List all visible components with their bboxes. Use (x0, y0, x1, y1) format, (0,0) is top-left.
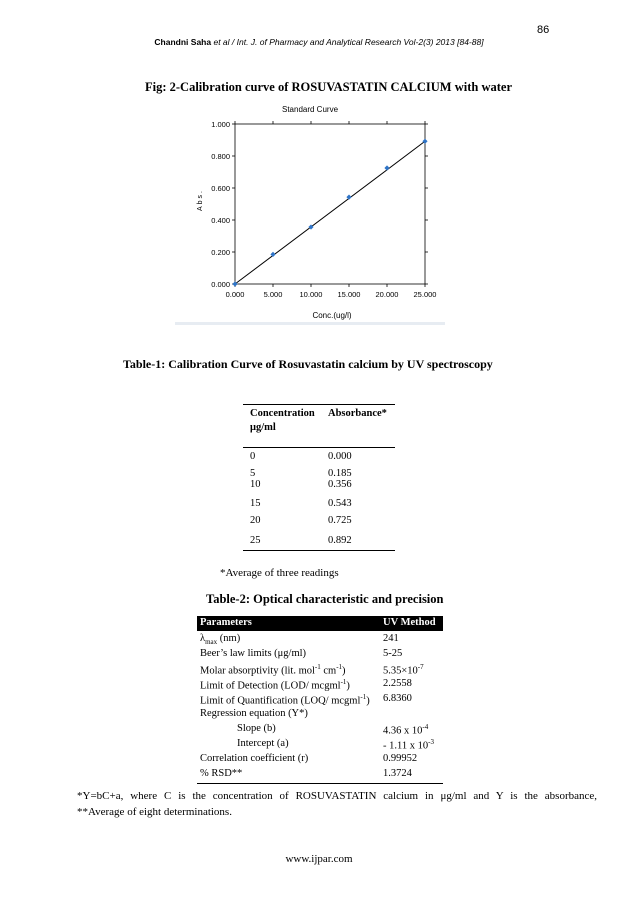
table2-value (383, 738, 434, 752)
lambda-subscript: max (205, 638, 218, 647)
table2-value (383, 663, 424, 677)
table2-param (200, 663, 346, 677)
param-sup: -1 (314, 663, 321, 671)
chart-title: Standard Curve (281, 105, 339, 114)
x-tick-label: 0.000 (225, 290, 245, 299)
table1-cell: 0.725 (328, 515, 352, 526)
value-text: - 1.11 x 10 (383, 740, 429, 752)
table2-param: % RSD** (200, 768, 243, 779)
table2-value: 1.3724 (383, 768, 412, 779)
regression-footnote: *Y=bC+a, where C is the concentration of ROSUVASTATIN calcium in μg/ml and Y is the absorbance, (77, 790, 597, 802)
table2-header-uv-method: UV Method (383, 617, 436, 628)
table2-param (200, 633, 240, 646)
value-sup: -3 (428, 738, 434, 746)
x-tick-label: 25.000 (413, 290, 437, 299)
table2-value: 2.2558 (383, 678, 412, 689)
param-sup: -1 (336, 663, 343, 671)
table-row (197, 632, 443, 647)
table2-value: 6.8360 (383, 693, 412, 704)
figure-caption: Fig: 2-Calibration curve of ROSUVASTATIN CALCIUM with water (145, 80, 512, 94)
table1-cell: 25 (250, 535, 261, 546)
table1-header-unit: μg/ml (250, 422, 276, 433)
param-sup: -1 (340, 678, 347, 686)
table1-cell: 15 (250, 498, 261, 509)
value-sup: -4 (422, 723, 429, 731)
table1-cell: 0 (250, 451, 256, 462)
table1-header-absorbance: Absorbance* (328, 408, 387, 419)
table2-header-parameters: Parameters (200, 617, 252, 628)
table2-param (200, 693, 370, 707)
param-text: cm (320, 665, 337, 677)
value-text: 4.36 x 10 (383, 725, 423, 737)
y-tick-label: 0.600 (211, 184, 230, 193)
table-row (197, 767, 443, 782)
running-header (0, 37, 638, 47)
y-tick-label: 0.400 (211, 216, 230, 225)
table2-header-row (197, 616, 443, 631)
lambda-unit: (nm) (217, 633, 241, 644)
table-row (197, 722, 443, 737)
table2-value: 0.99952 (383, 753, 418, 764)
table-row (197, 692, 443, 707)
lambda-symbol: λ (200, 633, 206, 644)
param-text: ) (366, 695, 370, 707)
table2-param: Beer’s law limits (μg/ml) (200, 648, 307, 659)
y-tick-label: 1.000 (211, 120, 230, 129)
table2-bottom-rule (197, 783, 443, 784)
table1-header-rule (243, 447, 395, 448)
table1-cell: 0.185 (328, 468, 352, 479)
table-row (197, 662, 443, 677)
table2-param: Regression equation (Y*) (200, 708, 308, 719)
table2-param: Intercept (a) (237, 738, 289, 749)
value-text: 5.35×10 (383, 665, 418, 677)
calibration-chart (175, 100, 445, 325)
table2-param (200, 678, 350, 692)
table1-cell: 20 (250, 515, 261, 526)
x-tick-label: 20.000 (375, 290, 399, 299)
value-sup: -7 (417, 663, 424, 671)
header-authors: Chandni Saha (154, 37, 212, 47)
table2-value (383, 723, 428, 737)
table1-cell: 0.892 (328, 535, 352, 546)
page-number: 86 (537, 24, 550, 36)
table2-param: Correlation coefficient (r) (200, 753, 309, 764)
website-footer: www.ijpar.com (285, 853, 353, 865)
table-row (197, 707, 443, 722)
chart-bottom-shadow (175, 322, 445, 325)
table-row (197, 752, 443, 767)
table1-caption: Table-1: Calibration Curve of Rosuvastatin calcium by UV spectroscopy (123, 357, 493, 371)
table-row (197, 677, 443, 692)
table1-top-rule (243, 404, 395, 405)
table1-cell: 10 (250, 479, 261, 490)
table2-value: 5-25 (383, 648, 403, 659)
table1-bottom-rule (243, 550, 395, 551)
x-tick-label: 15.000 (337, 290, 361, 299)
table1-cell: 0.356 (328, 479, 352, 490)
table2-param: Slope (b) (237, 723, 276, 734)
chart-x-axis-label: Conc.(ug/l) (312, 311, 352, 320)
table-row (197, 647, 443, 662)
x-tick-label: 10.000 (299, 290, 323, 299)
table2-caption: Table-2: Optical characteristic and precision (206, 592, 444, 606)
table1-cell: 0.543 (328, 498, 352, 509)
table2-value: 241 (383, 633, 399, 644)
table1-header-concentration: Concentration (250, 408, 315, 419)
x-tick-label: 5.000 (263, 290, 283, 299)
param-sup: -1 (360, 693, 367, 701)
header-journal: et al / Int. J. of Pharmacy and Analytical Research Vol-2(3) 2013 [84-88] (211, 37, 484, 47)
param-text: Limit of Quantification (LOQ/ mcgml (200, 695, 361, 707)
table1-cell: 5 (250, 468, 256, 479)
param-text: ) (342, 665, 346, 677)
table1-cell: 0.000 (328, 451, 352, 462)
param-text: Limit of Detection (LOD/ mcgml (200, 680, 341, 692)
param-text: Molar absorptivity (lit. mol (200, 665, 315, 677)
table1-footnote: *Average of three readings (220, 567, 339, 579)
table-row (197, 737, 443, 752)
y-tick-label: 0.000 (211, 280, 230, 289)
param-text: ) (346, 680, 350, 692)
chart-y-axis-label: Abs. (197, 188, 204, 212)
y-tick-label: 0.800 (211, 152, 230, 161)
y-tick-label: 0.200 (211, 248, 230, 257)
determinations-footnote: **Average of eight determinations. (77, 806, 232, 818)
